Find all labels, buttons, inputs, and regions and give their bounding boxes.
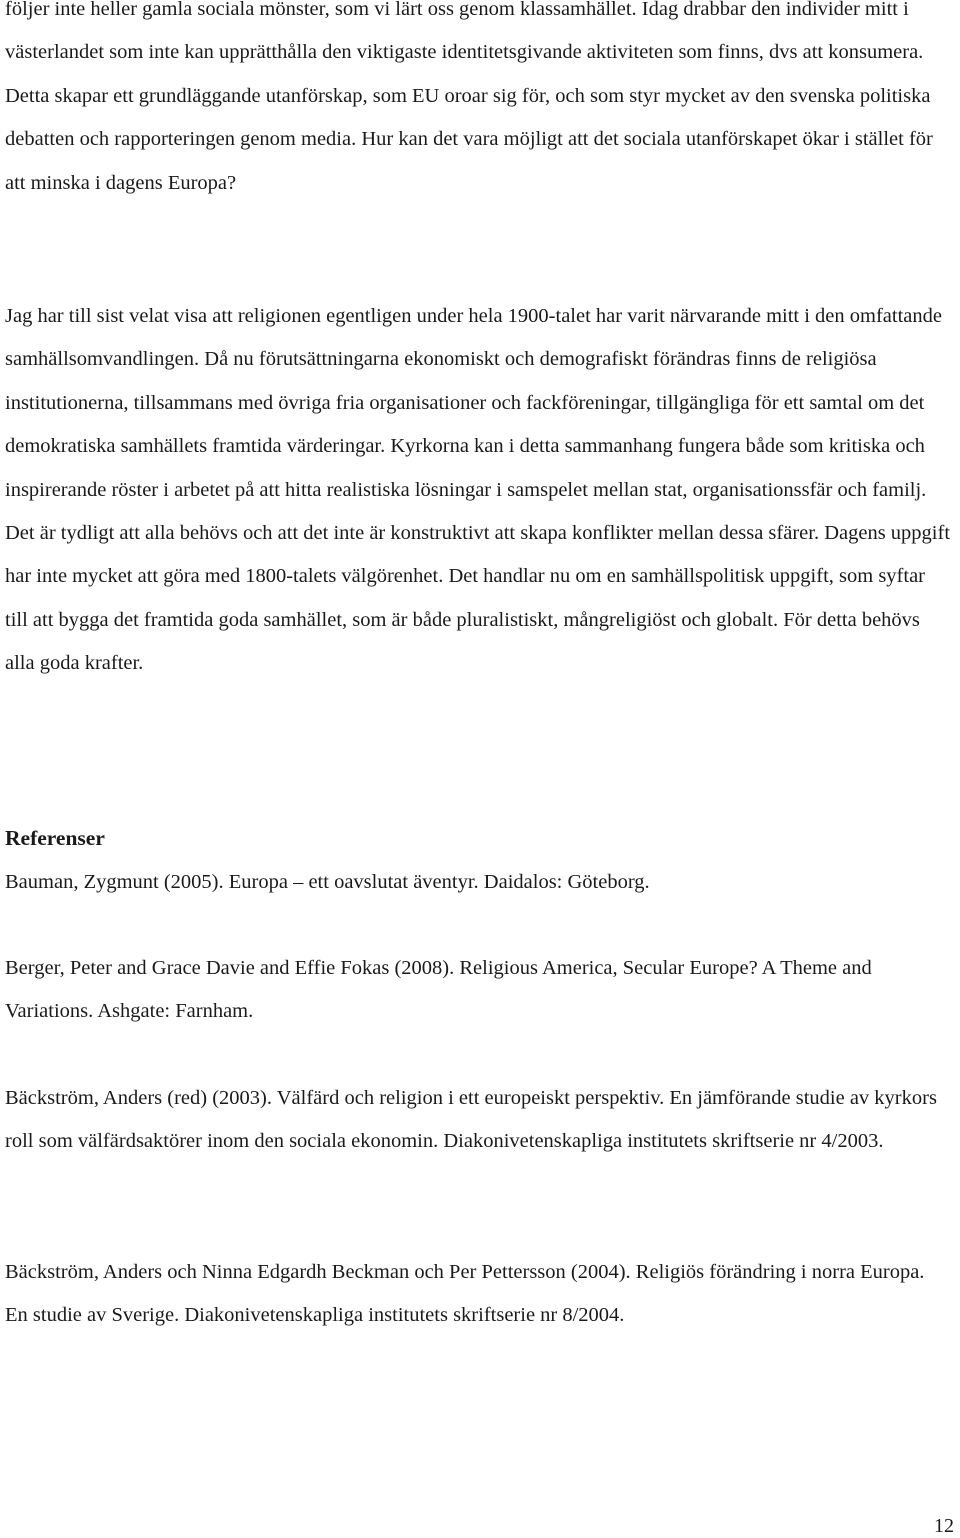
- body-paragraph-2: Jag har till sist velat visa att religionen egentligen under hela 1900-talet har varit närvarande mitt i den omfattande samhällsomvandlingen. Då nu förutsättningarna ekonomiskt och demografiskt förändras finns de religiösa institutionerna, tillsammans med övriga fria organisationer och fackföreningar, tillgängliga för ett samtal om det demokratiska samhällets framtida värderingar. Kyrkorna kan i detta sammanhang fungera både som kritiska och inspirerande röster i arbetet på att hitta realistiska lösningar i samspelet mellan stat, organisationssfär och familj. Det är tydligt att alla behövs och att det inte är konstruktivt att skapa konflikter mellan dessa sfärer. Dagens uppgift har inte mycket att göra med 1800-talets välgörenhet. Det handlar nu om en samhällspolitisk uppgift, som syftar till att bygga det framtida goda samhället, som är både pluralistiskt, mångreligiöst och globalt. För detta behövs alla goda krafter.: [5, 305, 951, 675]
- reference-item-backstrom-2004: Bäckström, Anders och Ninna Edgardh Beckman och Per Pettersson (2004). Religiös förändring i norra Europa. En studie av Sverige. Diakonivetenskapliga institutets skriftserie nr 8/2004.: [5, 1261, 925, 1327]
- page-number: 12: [934, 1515, 954, 1537]
- reference-item-backstrom-2003: Bäckström, Anders (red) (2003). Välfärd och religion i ett europeiskt perspektiv. En jämförande studie av kyrkors roll som välfärdsaktörer inom den sociala ekonomin. Diakonivetenskapliga institutets skriftserie nr 4/2003.: [5, 1087, 937, 1153]
- reference-item-bauman: Bauman, Zygmunt (2005). Europa – ett oavslutat äventyr. Daidalos: Göteborg.: [5, 871, 650, 893]
- reference-item-berger: Berger, Peter and Grace Davie and Effie Fokas (2008). Religious America, Secular Europe? A Theme and Variations. Ashgate: Farnham.: [5, 957, 872, 1023]
- body-paragraph-1: följer inte heller gamla sociala mönster, som vi lärt oss genom klassamhället. Idag drabbar den individer mitt i västerlandet som inte kan upprätthålla den viktigaste identitetsgivande aktiviteten som finns, dvs att konsumera. Detta skapar ett grundläggande utanförskap, som EU oroar sig för, och som styr mycket av den svenska politiska debatten och rapporteringen genom media. Hur kan det vara möjligt att det sociala utanförskapet ökar i stället för att minska i dagens Europa?: [5, 0, 933, 194]
- references-heading: Referenser: [5, 826, 105, 850]
